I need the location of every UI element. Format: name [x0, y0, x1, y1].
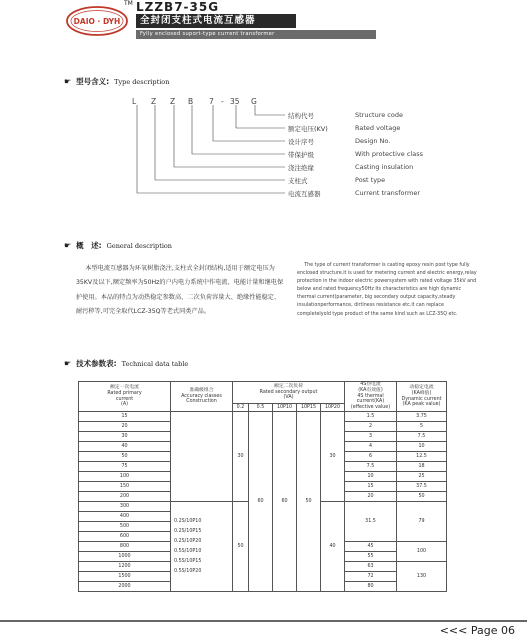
code-char-z1: Z [151, 97, 157, 106]
thermal-cell: 31.5 [345, 502, 397, 542]
primary-cell: 1500 [79, 572, 171, 582]
sec-02-cell: 50 [233, 502, 249, 592]
general-text-cn: 本型电流互感器为环氧树脂浇注,支柱式全封闭结构,适用于额定电压为35KV及以下,额定频率为50Hz的户内电力系统中作电流、电能计量和继电保护使用。本品的特点为动热稳定参数高、二次负荷容量大、绝缘性能稳定、耐污秽等,可完全取代LCZ-35Q等老式同类产品。 [76, 265, 284, 316]
col-head-thermal: 4S热电流 (KA有效值) 4S thermal current(KA) (effective value) [345, 382, 397, 412]
thermal-cell: 55 [345, 552, 397, 562]
type-desc-heading-en: Type description [114, 77, 170, 86]
code-label-en-6: Current transformer [355, 189, 421, 197]
thermal-cell: 7.5 [345, 462, 397, 472]
pointing-hand-icon: ☛ [64, 241, 72, 250]
sec-10p20-cell: 40 [321, 502, 345, 592]
code-label-en-1: Rated voltage [355, 124, 401, 132]
type-desc-heading-cn: 型号含义: [76, 77, 110, 86]
sec-02-cell: 30 [233, 412, 249, 502]
col-head-secondary: 额定二次负荷 Rated secondary output (VA) [233, 382, 345, 404]
primary-cell: 300 [79, 502, 171, 512]
pointing-hand-icon: ☛ [64, 359, 72, 368]
thermal-cell: 2 [345, 422, 397, 432]
sec-10p15-cell: 50 [297, 412, 321, 592]
title-en: Fylly enclosed suport-type current transformer [136, 30, 376, 39]
sec-10p10-cell: 60 [273, 412, 297, 592]
code-char-7: 7 [209, 97, 214, 106]
title-cn: 全封闭支柱式电流互感器 [136, 14, 296, 28]
general-heading-en: General description [106, 241, 172, 250]
thermal-cell: 3 [345, 432, 397, 442]
code-label-cn-6: 电流互感器 [288, 190, 321, 198]
code-label-en-0: Structure code [355, 111, 403, 119]
code-char-dash: - [221, 97, 224, 106]
primary-cell: 100 [79, 472, 171, 482]
code-label-en-4: Casting insulation [355, 163, 414, 171]
general-heading-cn: 概 述: [76, 241, 102, 250]
type-desc-heading [64, 76, 169, 87]
accuracy-item: 0.5S/10P15 [174, 558, 202, 564]
sub-col-10p15: 10P15 [297, 404, 321, 412]
code-label-en-3: With protective class [355, 150, 423, 158]
accuracy-item: 0.2S/10P20 [174, 538, 202, 544]
dynamic-cell: 79 [397, 502, 447, 542]
logo-emblem [66, 6, 128, 36]
thermal-cell: 80 [345, 582, 397, 592]
tech-heading-en: Technical data table [121, 359, 189, 368]
primary-cell: 75 [79, 462, 171, 472]
primary-cell: 1000 [79, 552, 171, 562]
code-label-en-2: Design No. [355, 137, 391, 145]
dynamic-cell: 5 [397, 422, 447, 432]
code-label-cn-1: 额定电压(KV) [288, 125, 328, 133]
dynamic-cell: 3.75 [397, 412, 447, 422]
thermal-cell: 10 [345, 472, 397, 482]
accuracy-item: 0.2S/10P10 [174, 518, 202, 524]
primary-cell: 200 [79, 492, 171, 502]
code-char-z2: Z [170, 97, 176, 106]
code-label-cn-2: 设计序号 [288, 138, 314, 146]
accuracy-list-cell [171, 502, 233, 592]
thermal-cell: 72 [345, 572, 397, 582]
thermal-cell: 15 [345, 482, 397, 492]
footer-divider [0, 620, 527, 622]
dynamic-cell: 18 [397, 462, 447, 472]
code-char-g: G [251, 97, 257, 106]
primary-cell: 800 [79, 542, 171, 552]
sub-col-02: 0.2 [233, 404, 249, 412]
col-head-accuracy: 准确级组合 Accuracy classes Construction [171, 382, 233, 412]
accuracy-item: 0.5S/10P10 [174, 548, 202, 554]
thermal-cell: 63 [345, 562, 397, 572]
model-number: LZZB7-35G [136, 0, 220, 14]
dynamic-cell: 12.5 [397, 452, 447, 462]
col-head-primary: 额定一次电流 Rated primary current (A) [79, 382, 171, 412]
sec-05-cell: 60 [249, 412, 273, 592]
code-char-l: L [132, 97, 137, 106]
general-heading [64, 240, 172, 251]
primary-cell: 50 [79, 452, 171, 462]
thermal-cell: 6 [345, 452, 397, 462]
dynamic-cell: 25 [397, 472, 447, 482]
tech-heading [64, 358, 188, 369]
sub-col-05: 0.5 [249, 404, 273, 412]
primary-cell: 15 [79, 412, 171, 422]
primary-cell: 40 [79, 442, 171, 452]
code-label-en-5: Post type [355, 176, 386, 184]
code-label-cn-3: 带保护级 [288, 151, 314, 159]
thermal-cell: 1.5 [345, 412, 397, 422]
code-char-b: B [188, 97, 194, 106]
general-text-en: The type of current transformer is casting epoxy resin post type fully enclosed structure.it is used for metering current and electric energy,relay protection in the indoor electric powersystem with rated voltage 35kV and below and rated frequency50Hz Its characteristics are high dynamic thermal current(parameter, big secondary output capacity,steady insulationperformance, dirtiness resistance etc.it can replace completelyold type product of the same kind such as LCZ-35Q etc. [297, 263, 477, 317]
tech-heading-cn: 技术参数表: [76, 359, 117, 368]
logo-text: DAIO · DYH [73, 17, 121, 26]
code-label-cn-0: 结构代号 [288, 112, 314, 120]
sec-10p20-cell: 30 [321, 412, 345, 502]
accuracy-item: 0.5S/10P20 [174, 568, 202, 574]
sub-col-10p20: 10P20 [321, 404, 345, 412]
code-char-35: 35 [230, 97, 240, 106]
primary-cell: 150 [79, 482, 171, 492]
dynamic-cell: 37.5 [397, 482, 447, 492]
primary-cell: 20 [79, 422, 171, 432]
dynamic-cell: 100 [397, 542, 447, 562]
accuracy-cell-blank [171, 412, 233, 502]
primary-cell: 2000 [79, 582, 171, 592]
code-label-cn-4: 浇注绝缘 [288, 164, 314, 172]
sub-col-10p10: 10P10 [273, 404, 297, 412]
company-logo [66, 6, 128, 36]
pointing-hand-icon: ☛ [64, 77, 72, 86]
primary-cell: 600 [79, 532, 171, 542]
trademark-mark: TM [124, 0, 133, 7]
primary-cell: 400 [79, 512, 171, 522]
code-label-cn-5: 支柱式 [288, 177, 308, 185]
model-code-diagram [110, 97, 440, 217]
page-number: <<< Page 06 [439, 624, 515, 637]
dynamic-cell: 7.5 [397, 432, 447, 442]
dynamic-cell: 50 [397, 492, 447, 502]
dynamic-cell: 130 [397, 562, 447, 592]
tech-data-table [78, 381, 447, 592]
primary-cell: 30 [79, 432, 171, 442]
thermal-cell: 4 [345, 442, 397, 452]
primary-cell: 500 [79, 522, 171, 532]
col-head-dynamic: 动稳定电流 (KA峰值) Dynamic current (KA peak value) [397, 382, 447, 412]
primary-cell: 1200 [79, 562, 171, 572]
thermal-cell: 20 [345, 492, 397, 502]
thermal-cell: 45 [345, 542, 397, 552]
accuracy-item: 0.2S/10P15 [174, 528, 202, 534]
dynamic-cell: 10 [397, 442, 447, 452]
